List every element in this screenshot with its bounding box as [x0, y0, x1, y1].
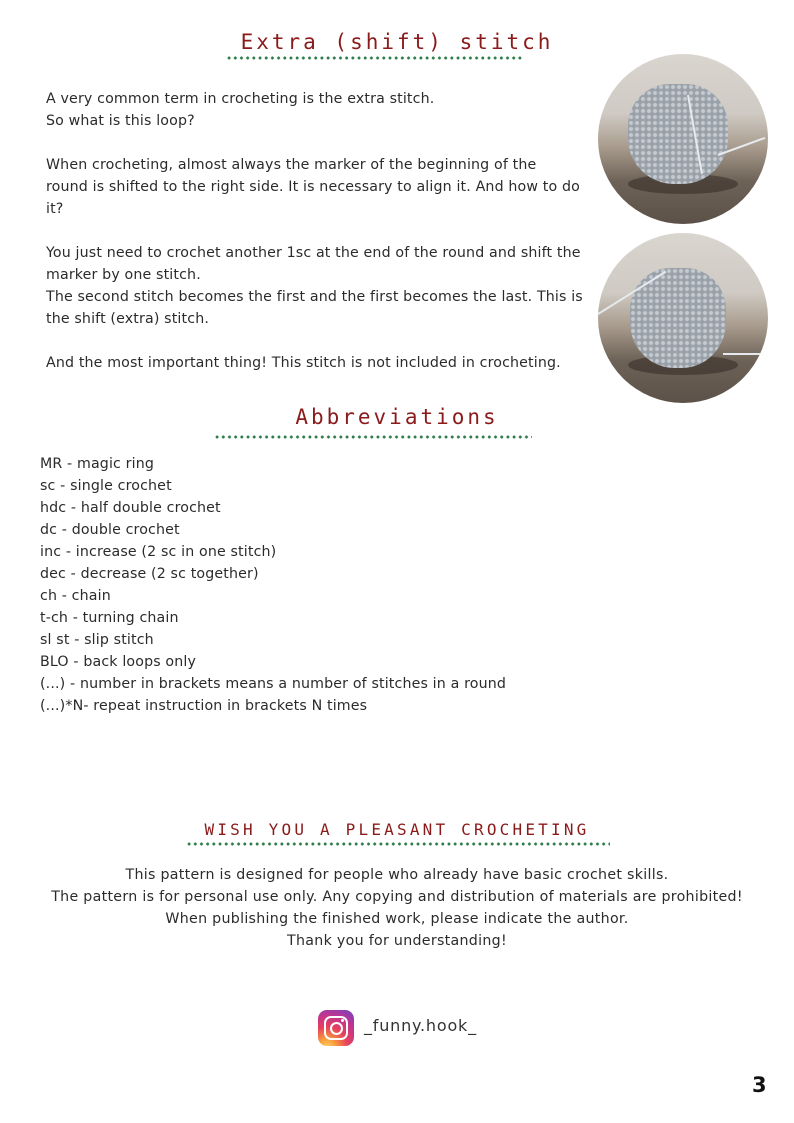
dotted-underline [186, 842, 610, 846]
closing-line: This pattern is designed for people who already have basic crochet skills. [125, 867, 669, 883]
closing-text [0, 864, 794, 952]
photo-crochet-before [598, 54, 768, 224]
closing-line: When publishing the finished work, please indicate the author. [165, 911, 629, 927]
abbreviation-item: BLO - back loops only [40, 654, 197, 670]
dotted-underline [226, 56, 522, 60]
paragraph-line: A very common term in crocheting is the extra stitch. [46, 91, 435, 107]
abbreviation-item: sc - single crochet [40, 478, 172, 494]
closing-line: Thank you for understanding! [287, 933, 507, 949]
abbreviation-item: t-ch - turning chain [40, 610, 179, 626]
dotted-underline [214, 435, 532, 439]
abbreviations-list [40, 453, 600, 717]
heading-closing: WISH YOU A PLEASANT CROCHETING [204, 820, 590, 839]
abbreviation-item: dc - double crochet [40, 522, 180, 538]
abbreviation-item: inc - increase (2 sc in one stitch) [40, 544, 277, 560]
abbreviation-item: ch - chain [40, 588, 111, 604]
heading-abbreviations: Abbreviations [295, 405, 499, 429]
page-number: 3 [752, 1073, 767, 1097]
paragraph-line: marker by one stitch. [46, 267, 201, 283]
paragraph-line: When crocheting, almost always the marker of the beginning of the [46, 157, 537, 173]
instagram-icon[interactable] [318, 1010, 354, 1046]
instagram-handle[interactable]: _funny.hook_ [364, 1016, 477, 1035]
abbreviation-item: dec - decrease (2 sc together) [40, 566, 259, 582]
abbreviation-item: (...)*N- repeat instruction in brackets N times [40, 698, 368, 714]
paragraph-line: So what is this loop? [46, 113, 195, 129]
paragraph-line: And the most important thing! This stitch is not included in crocheting. [46, 355, 561, 371]
paragraph-line: it? [46, 201, 64, 217]
abbreviation-item: hdc - half double crochet [40, 500, 221, 516]
abbreviation-item: MR - magic ring [40, 456, 155, 472]
abbreviation-item: sl st - slip stitch [40, 632, 154, 648]
photo-crochet-after [598, 233, 768, 403]
paragraph-line: The second stitch becomes the first and the first becomes the last. This is [46, 289, 583, 305]
paragraph-line: round is shifted to the right side. It is necessary to align it. And how to do [46, 179, 580, 195]
abbreviation-item: (...) - number in brackets means a number of stitches in a round [40, 676, 507, 692]
heading-extra-stitch: Extra (shift) stitch [240, 30, 554, 54]
extra-stitch-text [46, 88, 591, 374]
paragraph-line: You just need to crochet another 1sc at the end of the round and shift the [46, 245, 581, 261]
closing-line: The pattern is for personal use only. Any copying and distribution of materials are prohibited! [51, 889, 743, 905]
paragraph-line: the shift (extra) stitch. [46, 311, 209, 327]
